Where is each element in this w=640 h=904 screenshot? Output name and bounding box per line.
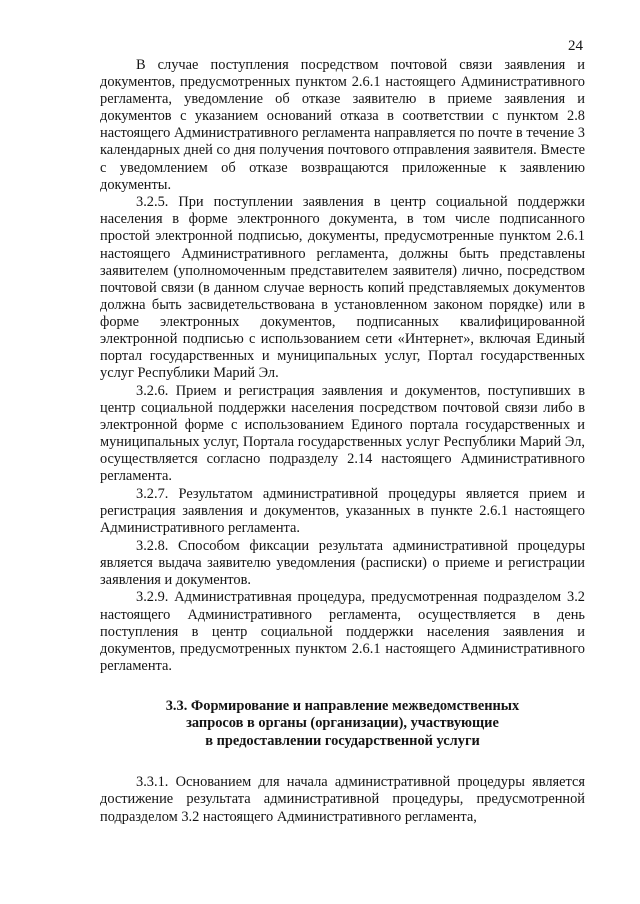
page-number: 24 [568, 38, 583, 54]
section-heading-3-3 [100, 698, 585, 751]
section-heading-line: 3.3. Формирование и направление межведомственных [165, 697, 520, 714]
paragraph-3-2-7: 3.2.7. Результатом административной процедуры является прием и регистрация заявления и документов, указанных в пункте 2.6.1 настоящего Административного регламента. [100, 485, 585, 537]
paragraph-3-2-6: 3.2.6. Прием и регистрация заявления и документов, поступивших в центр социальной поддержки населения посредством почтовой связи либо в электронной форме с использованием Единого портала государственных и муниципальных услуг, Портала государственных услуг Республики Марий Эл, осуществляется согласно подразделу 2.14 настоящего Административного регламента. [100, 382, 585, 485]
paragraph-postal-refusal: В случае поступления посредством почтовой связи заявления и документов, предусмотренных пунктом 2.6.1 настоящего Административного регламента, уведомление об отказе заявителю в приеме заявления и документов с указанием оснований отказа в соответствии с пунктом 2.8 настоящего Административного регламента направляется по почте в течение 3 календарных дней со дня получения почтового отправления заявителя. Вместе с уведомлением об отказе возвращаются приложенные к заявлению документы. [100, 57, 585, 193]
paragraph-3-3-1: 3.3.1. Основанием для начала административной процедуры является достижение результата административной процедуры, предусмотренной подразделом 3.2 настоящего Административного регламента, [100, 774, 585, 825]
section-heading-line: в предоставлении государственной услуги [205, 732, 480, 749]
paragraph-3-2-5: 3.2.5. При поступлении заявления в центр социальной поддержки населения в форме электронного документа, в том числе подписанного простой электронной подписью, документы, предусмотренные пунктом 2.6.1 настоящего Административного регламента, должны быть представлены заявителем (уполномоченным представителем заявителя) лично, посредством почтовой связи (в данном случае верность копий представляемых документов должна быть засвидетельствована в установленном законом порядке) или в форме электронных документов, подписанных квалифицированной электронной подписью с использованием сети «Интернет», включая Единый портал государственных и муниципальных услуг, Портал государственных услуг Республики Марий Эл. [100, 194, 585, 382]
document-body [100, 57, 585, 826]
paragraph-3-2-8: 3.2.8. Способом фиксации результата административной процедуры является выдача заявителю уведомления (расписки) о приеме и регистрации заявления и документов. [100, 537, 585, 588]
paragraph-3-2-9: 3.2.9. Административная процедура, предусмотренная подразделом 3.2 настоящего Административного регламента, осуществляется в день поступления в центр социальной поддержки населения заявления и документов, предусмотренных пунктом 2.6.1 настоящего Административного регламента. [100, 589, 585, 674]
section-heading-line: запросов в органы (организации), участвующие [186, 715, 499, 732]
